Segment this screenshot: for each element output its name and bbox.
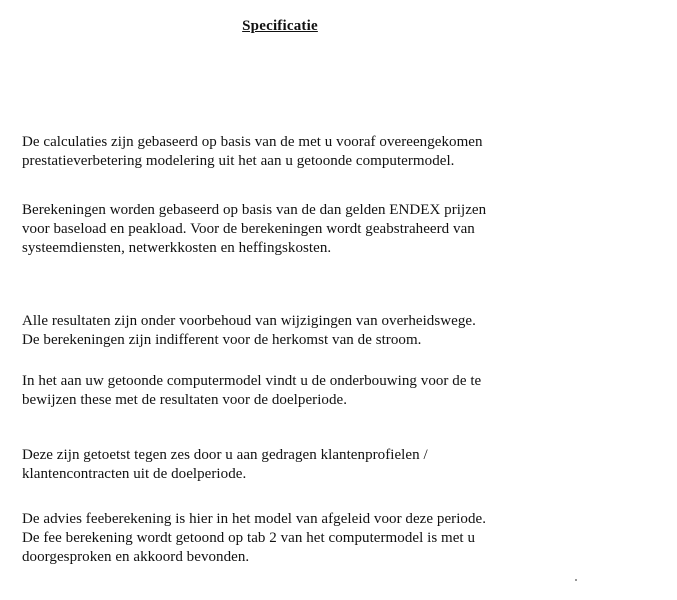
paragraph-line: klantencontracten uit de doelperiode. xyxy=(22,466,247,482)
paragraph-line: De berekeningen zijn indifferent voor de herkomst van de stroom. xyxy=(22,332,422,348)
paragraph-line: prestatieverbetering modelering uit het aan u getoonde computermodel. xyxy=(22,153,455,169)
paragraph-line: Alle resultaten zijn onder voorbehoud van wijzigingen van overheidswege. xyxy=(22,313,476,329)
paragraph-line: De fee berekening wordt getoond op tab 2 van het computermodel is met u xyxy=(22,530,475,546)
paragraph-line: doorgesproken en akkoord bevonden. xyxy=(22,549,250,565)
paragraph-line: De calculaties zijn gebaseerd op basis van de met u vooraf overeengekomen xyxy=(22,134,483,150)
paragraph-line: bewijzen these met de resultaten voor de doelperiode. xyxy=(22,392,348,408)
paragraph-calculaties xyxy=(22,133,662,171)
scan-speck xyxy=(575,579,577,581)
paragraph-line: voor baseload en peakload. Voor de berekeningen wordt geabstraheerd van xyxy=(22,221,475,237)
paragraph-line: De advies feeberekening is hier in het model van afgeleid voor deze periode. xyxy=(22,511,487,527)
paragraph-feeberekening xyxy=(22,510,662,567)
paragraph-computermodel xyxy=(22,372,662,410)
paragraph-line: Berekeningen worden gebaseerd op basis van de dan gelden ENDEX prijzen xyxy=(22,202,487,218)
document-title: Specificatie xyxy=(242,18,318,34)
paragraph-voorbehoud xyxy=(22,312,662,350)
paragraph-line: Deze zijn getoetst tegen zes door u aan gedragen klantenprofielen / xyxy=(22,447,428,463)
paragraph-klantenprofielen xyxy=(22,446,662,484)
paragraph-berekeningen xyxy=(22,201,662,258)
paragraph-line: In het aan uw getoonde computermodel vindt u de onderbouwing voor de te xyxy=(22,373,482,389)
paragraph-line: systeemdiensten, netwerkkosten en heffingskosten. xyxy=(22,240,332,256)
